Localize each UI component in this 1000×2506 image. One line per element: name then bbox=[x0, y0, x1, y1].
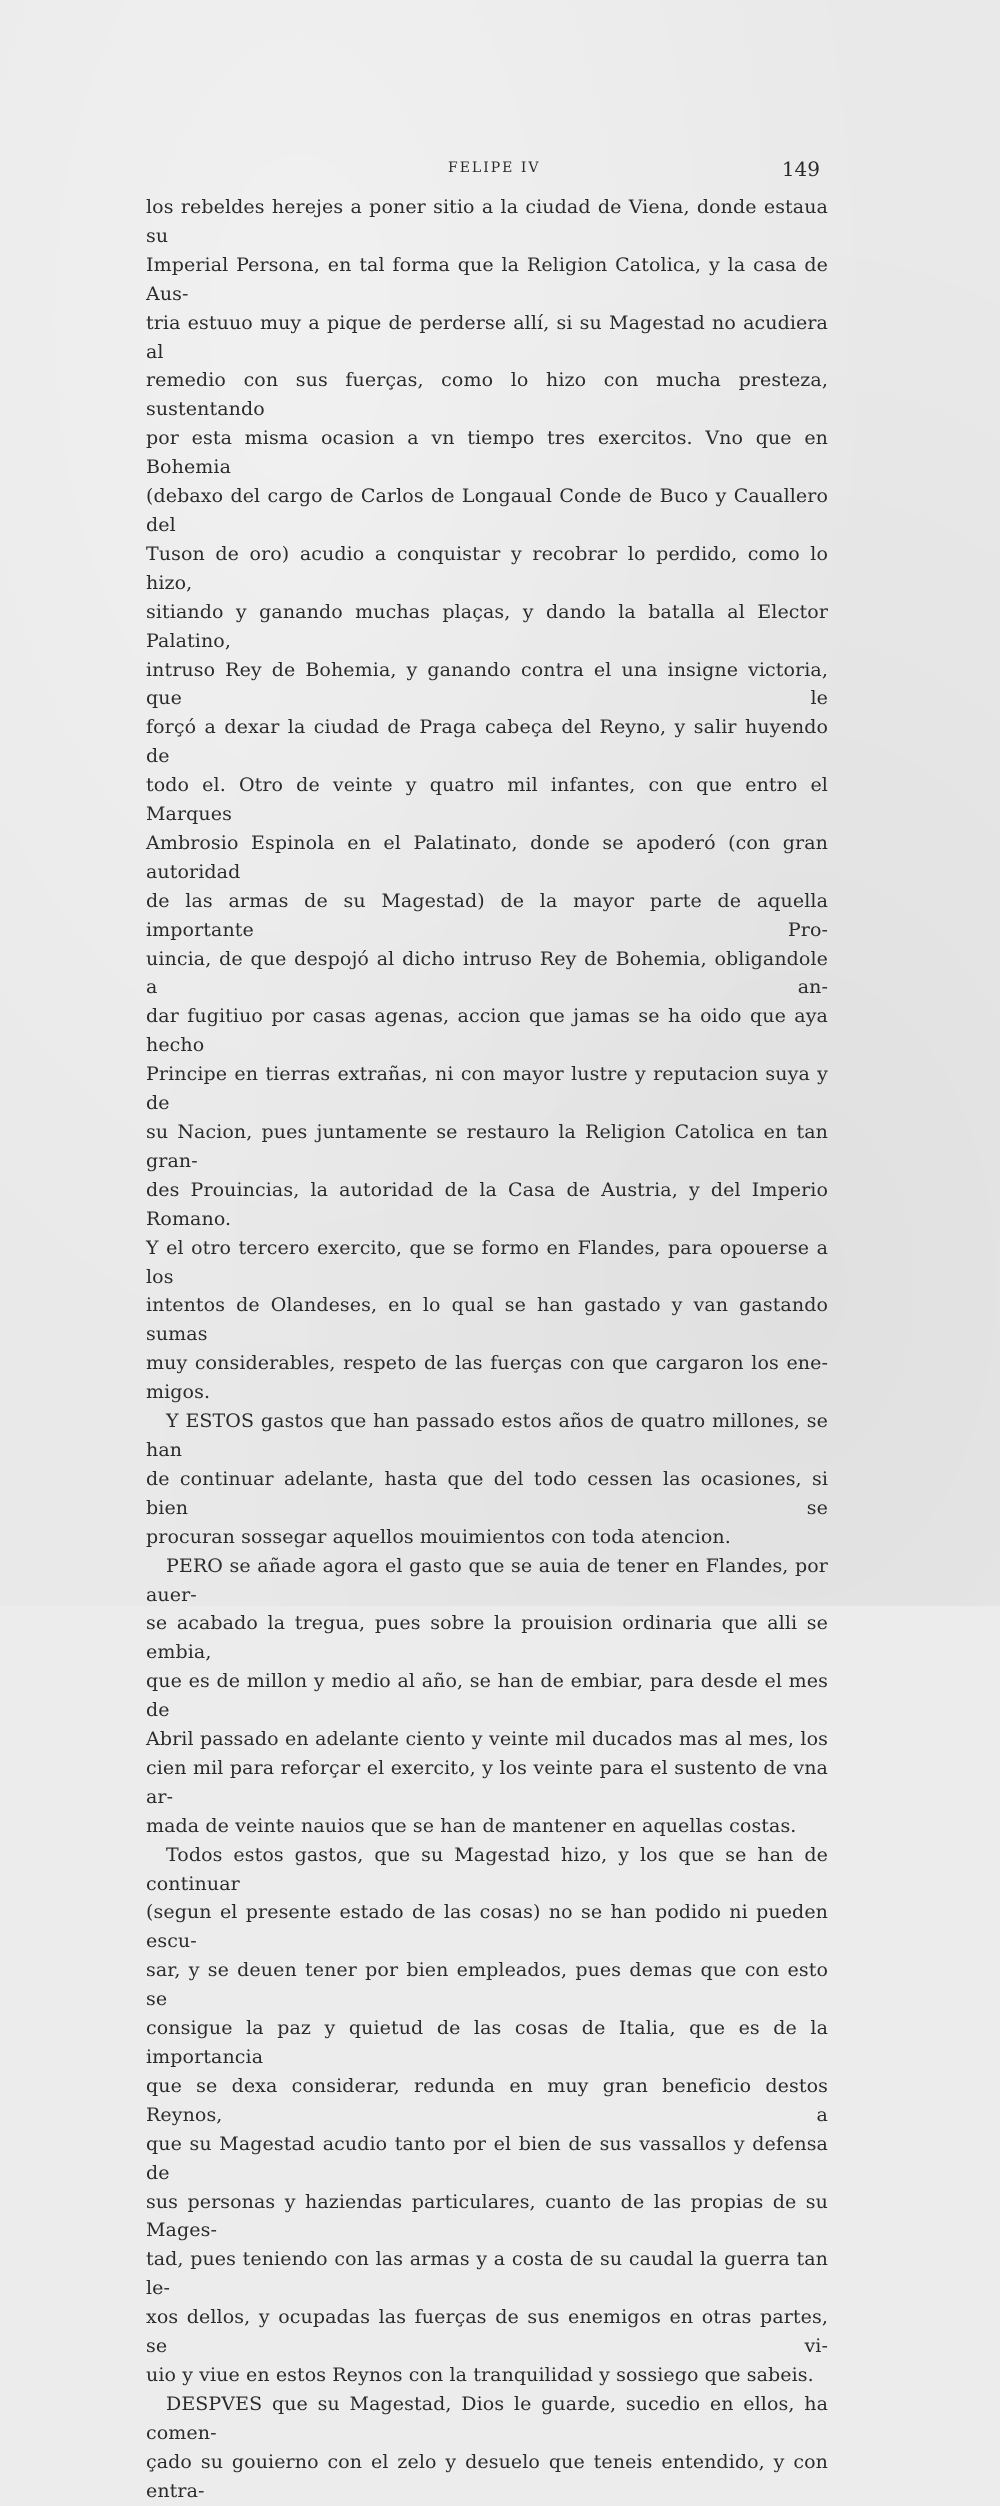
text-line: sitiando y ganando muchas plaças, y dando la batalla al Elector Palatino, bbox=[146, 600, 828, 652]
text-line: dar fugitiuo por casas agenas, accion que jamas se ha oido que aya hecho bbox=[146, 1005, 828, 1057]
text-line: Ambrosio Espinola en el Palatinato, donde se apoderó (con gran autoridad bbox=[146, 831, 828, 883]
text-line: forçó a dexar la ciudad de Praga cabeça del Reyno, y salir huyendo de bbox=[146, 716, 828, 768]
text-line: sus personas y haziendas particulares, cuanto de las propias de su Mages- bbox=[146, 2190, 828, 2242]
text-line: Y ESTOS gastos que han passado estos años de quatro millones, se han bbox=[146, 1410, 828, 1461]
text-line: todo el. Otro de veinte y quatro mil infantes, con que entro el Marques bbox=[146, 774, 828, 826]
text-line: intentos de Olandeses, en lo qual se han gastado y van gastando sumas bbox=[146, 1294, 828, 1346]
text-line: uio y viue en estos Reynos con la tranquilidad y sossiego que sabeis. bbox=[146, 2363, 814, 2386]
page-header bbox=[146, 157, 828, 184]
text-line: tad, pues teniendo con las armas y a costa de su caudal la guerra tan le- bbox=[146, 2248, 828, 2300]
text-line: xos dellos, y ocupadas las fuerças de sus enemigos en otras partes, se vi- bbox=[146, 2306, 828, 2358]
text-line: Y el otro tercero exercito, que se formo en Flandes, para opouerse a los bbox=[146, 1236, 828, 1288]
text-line: çado su gouierno con el zelo y desuelo que teneis entendido, y con entra- bbox=[146, 2450, 828, 2502]
text-line: sar, y se deuen tener por bien empleados, pues demas que con esto se bbox=[146, 1959, 828, 2011]
text-line: mada de veinte nauios que se han de mantener en aquellas costas. bbox=[146, 1814, 797, 1837]
body-text bbox=[146, 193, 828, 2506]
text-line: su Nacion, pues juntamente se restauro la Religion Catolica en tan gran- bbox=[146, 1121, 828, 1172]
text-line: migos. bbox=[146, 1381, 211, 1404]
text-line: se acabado la tregua, pues sobre la prouision ordinaria que alli se embia, bbox=[146, 1612, 828, 1664]
running-head: FELIPE IV bbox=[448, 160, 541, 176]
text-line: Abril passado en adelante ciento y veinte mil ducados mas al mes, los bbox=[146, 1728, 828, 1751]
text-line: Principe en tierras extrañas, ni con mayor lustre y reputacion suya y de bbox=[146, 1063, 828, 1115]
text-line: remedio con sus fuerças, como lo hizo con mucha presteza, sustentando bbox=[146, 369, 828, 421]
text-line: (debaxo del cargo de Carlos de Longaual Conde de Buco y Cauallero del bbox=[146, 485, 828, 536]
text-line: muy considerables, respeto de las fuerças con que cargaron los ene- bbox=[146, 1352, 828, 1375]
text-line: de las armas de su Magestad) de la mayor parte de aquella importante Pro- bbox=[146, 889, 828, 941]
text-line: de continuar adelante, hasta que del todo cessen las ocasiones, si bien se bbox=[146, 1467, 828, 1519]
text-line: Todos estos gastos, que su Magestad hizo, y los que se han de continuar bbox=[146, 1843, 828, 1895]
text-line: PERO se añade agora el gasto que se auia de tener en Flandes, por auer- bbox=[146, 1554, 828, 1606]
text-line: los rebeldes herejes a poner sitio a la ciudad de Viena, donde estaua su bbox=[146, 196, 828, 247]
text-line: que se dexa considerar, redunda en muy gran beneficio destos Reynos, a bbox=[146, 2074, 828, 2126]
text-line: que es de millon y medio al año, se han de embiar, para desde el mes de bbox=[146, 1670, 828, 1722]
page-number: 149 bbox=[781, 157, 820, 181]
text-line: Tuson de oro) acudio a conquistar y recobrar lo perdido, como lo hizo, bbox=[146, 542, 828, 594]
text-line: procuran sossegar aquellos mouimientos con toda atencion. bbox=[146, 1525, 731, 1548]
text-line: intruso Rey de Bohemia, y ganando contra el una insigne victoria, que le bbox=[146, 658, 828, 710]
text-line: Imperial Persona, en tal forma que la Religion Catolica, y la casa de Aus- bbox=[146, 253, 828, 305]
text-line: consigue la paz y quietud de las cosas de Italia, que es de la importancia bbox=[146, 2017, 828, 2068]
text-line: que su Magestad acudio tanto por el bien de sus vassallos y defensa de bbox=[146, 2132, 828, 2184]
text-line: por esta misma ocasion a vn tiempo tres exercitos. Vno que en Bohemia bbox=[146, 427, 828, 479]
text-line: cien mil para reforçar el exercito, y los veinte para el sustento de vna ar- bbox=[146, 1756, 828, 1808]
text-line: DESPVES que su Magestad, Dios le guarde, sucedio en ellos, ha comen- bbox=[146, 2392, 828, 2444]
text-line: des Prouincias, la autoridad de la Casa de Austria, y del Imperio Romano. bbox=[146, 1178, 828, 1230]
text-line: tria estuuo muy a pique de perderse allí, si su Magestad no acudiera al bbox=[146, 311, 828, 363]
text-line: uincia, de que despojó al dicho intruso Rey de Bohemia, obligandole a an- bbox=[146, 947, 828, 999]
text-line: (segun el presente estado de las cosas) no se han podido ni pueden escu- bbox=[146, 1901, 828, 1953]
